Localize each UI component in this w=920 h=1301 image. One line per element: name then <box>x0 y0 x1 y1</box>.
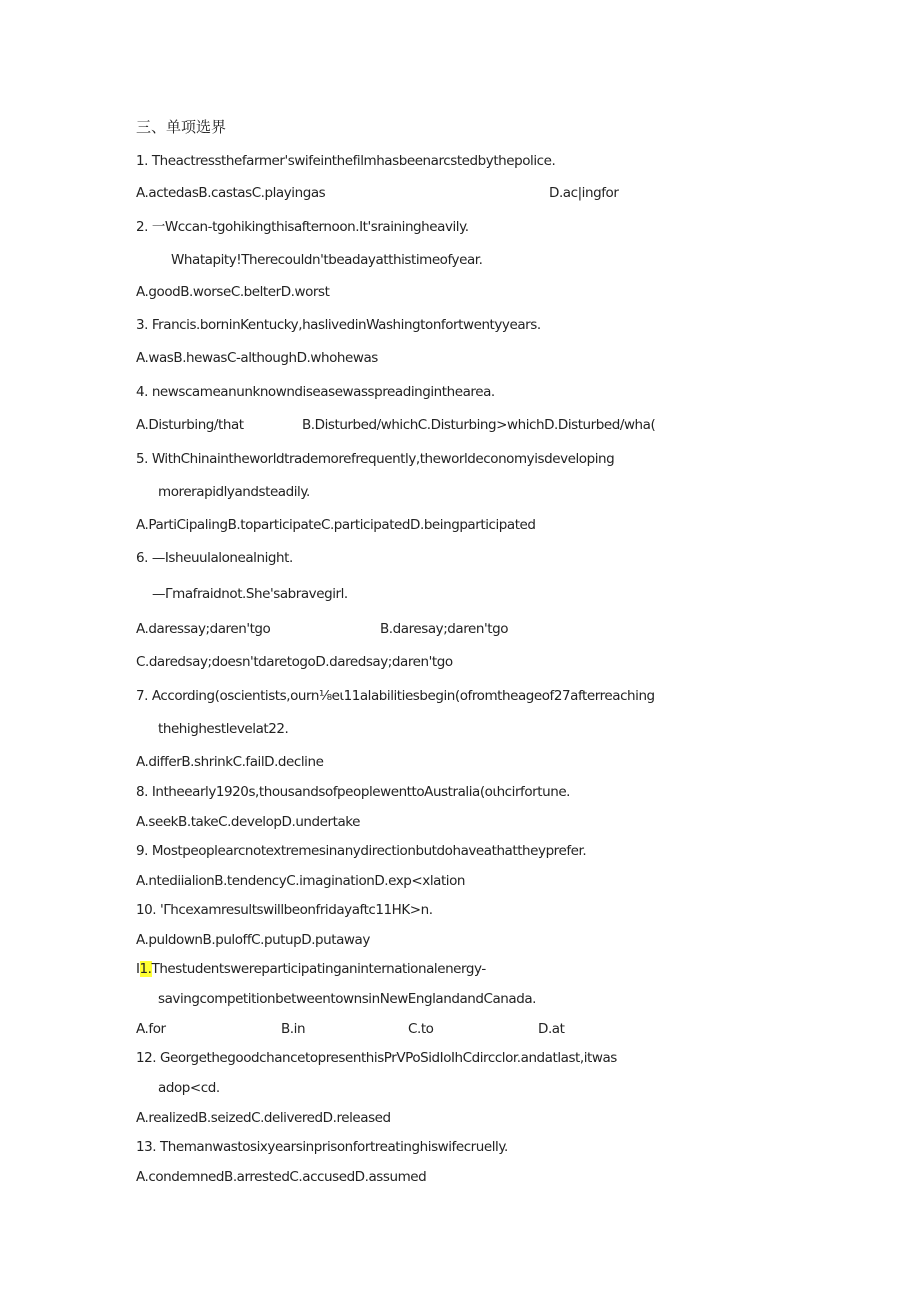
question-1-option-d: D.ac|ingfor <box>549 185 619 201</box>
question-5-options: A.PartiCipalingB.toparticipateC.participatedD.beingparticipated <box>136 517 536 533</box>
question-1: 1. Theactressthefarmer'swifeinthefilmhasbeenarcstedbythepolice. <box>136 153 556 169</box>
question-11-number-prefix: I <box>136 961 140 977</box>
question-9-options: A.ntediialionB.tendencyC.imaginationD.exp<xlation <box>136 873 466 889</box>
question-13-options: A.condemnedB.arrestedC.accusedD.assumed <box>136 1169 427 1185</box>
question-13: 13. Themanwastosixyearsinprisonfortreatinghiswifecruelly. <box>136 1139 508 1155</box>
question-12: 12. GeorgethegoodchancetopresenthisPrVPoSidIoIhCdircclor.andatlast,itwas <box>136 1050 617 1066</box>
section-title: 三、单项选界 <box>136 118 227 136</box>
question-1-options: A.actedasB.castasC.playingas <box>136 185 326 201</box>
question-2: 2. 一Wccan-tgohikingthisafternoon.It'srainingheavily. <box>136 219 469 235</box>
question-3: 3. Francis.borninKentucky,haslivedinWashingtonfortwentyyears. <box>136 317 541 333</box>
question-3-options: A.wasB.hewasC-althoughD.whohewas <box>136 350 378 366</box>
question-9: 9. Mostpeoplearcnotextremesinanydirectionbutdohaveathattheyprefer. <box>136 843 587 859</box>
question-11 <box>136 960 486 978</box>
question-7-continued: thehighestlevelat22. <box>158 721 289 737</box>
question-8-options: A.seekB.takeC.developD.undertake <box>136 814 361 830</box>
question-11-highlighted-number: 1. <box>139 961 152 977</box>
question-11-option-c: C.to <box>408 1021 434 1037</box>
question-7-options: A.differB.shrinkC.failD.decline <box>136 754 324 770</box>
question-12-continued: adop<cd. <box>158 1080 220 1096</box>
question-4-options-bcd: B.Disturbed/whichC.Disturbing>whichD.Disturbed/wha( <box>302 417 656 433</box>
question-6-options-cd: C.daredsay;doesn'tdaretogoD.daredsay;daren'tgo <box>136 654 453 670</box>
question-11-option-d: D.at <box>538 1021 565 1037</box>
question-2-reply: Whatapity!Therecouldn'tbeadayatthistimeofyear. <box>171 252 483 268</box>
question-10-options: A.puldownB.puloffC.putupD.putaway <box>136 932 370 948</box>
question-7: 7. According(oscientists,ourn⅛eι11alabilitiesbegin(ofromtheageof27afterreaching <box>136 688 655 704</box>
question-6: 6. —Isheuulalonealnight. <box>136 550 293 566</box>
question-6-option-b: B.daresay;daren'tgo <box>380 621 509 637</box>
question-4-option-a: A.Disturbing/that <box>136 417 244 433</box>
question-11-continued: savingcompetitionbetweentownsinNewEnglandandCanada. <box>158 991 537 1007</box>
question-11-option-a: A.for <box>136 1021 166 1037</box>
question-6-option-a: A.daressay;daren'tgo <box>136 621 271 637</box>
question-10: 10. 'Γhcexamresultswillbeonfridayaftc11HK>n. <box>136 902 433 918</box>
question-4: 4. newscameanunknowndiseasewasspreadinginthearea. <box>136 384 495 400</box>
question-11-option-b: B.in <box>281 1021 306 1037</box>
question-6-reply: —Γmafraidnot.She'sabravegirl. <box>152 586 348 602</box>
question-5: 5. WithChinaintheworldtrademorefrequently,theworldeconomyisdeveloping <box>136 451 615 467</box>
question-12-options: A.realizedB.seizedC.deliveredD.released <box>136 1110 391 1126</box>
question-8: 8. Intheearly1920s,thousandsofpeoplewenttoAustralia(oιhcirfortune. <box>136 784 571 800</box>
question-2-options: A.goodB.worseC.belterD.worst <box>136 284 330 300</box>
question-5-continued: morerapidlyandsteadily. <box>158 484 310 500</box>
question-11-text: Thestudentswereparticipatinganinternationalenergy- <box>151 961 486 977</box>
